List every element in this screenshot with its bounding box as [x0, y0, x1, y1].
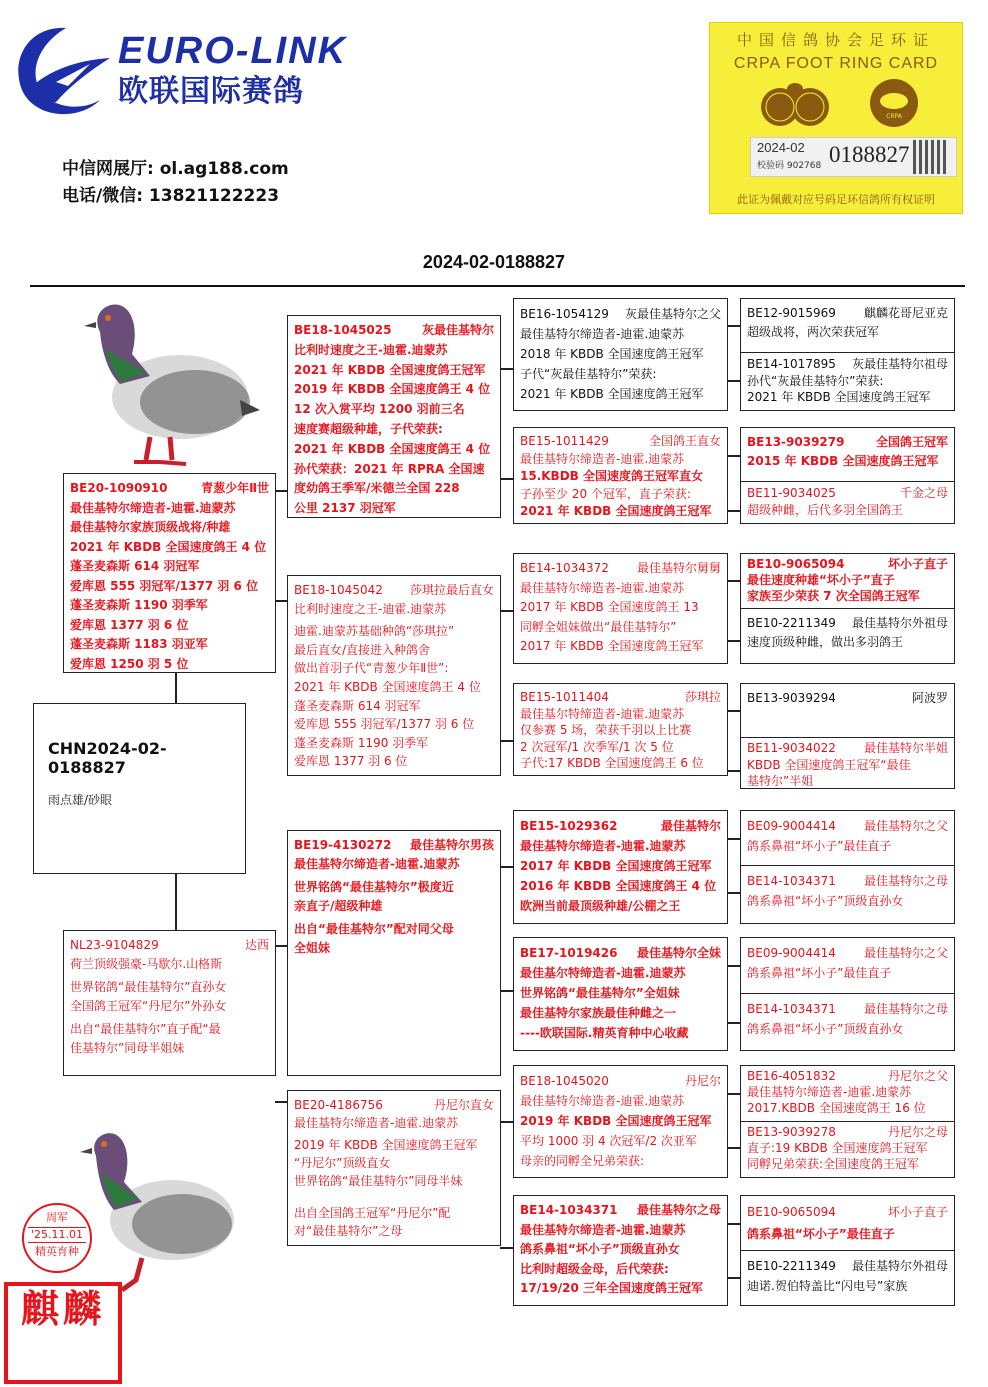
pedigree-line: 2017.KBDB 全国速度鸽王 16 位	[747, 1101, 926, 1115]
pedigree-ring: BE13-9039278	[747, 1125, 836, 1139]
pedigree-line: 全姐妹	[294, 941, 331, 955]
pedigree-ring: BE13-9039279	[747, 435, 845, 449]
pedigree-name: 麒麟花哥尼亚克	[863, 306, 948, 320]
pedigree-line: 世界铭鸽“最佳基特尔”全姐妹	[520, 986, 680, 1000]
pedigree-name: 最佳基特尔外祖母	[851, 616, 948, 630]
pedigree-line: 蓬圣麦森斯 614 羽冠军	[294, 698, 421, 713]
pedigree-line: 公里 2137 羽冠军	[294, 501, 396, 516]
pedigree-line: 最佳基特尔缔造者-迪霍.迪蒙苏	[294, 857, 460, 871]
brand-name-en: EURO-LINK	[118, 30, 348, 72]
pedigree-line: 2021 年 KBDB 全国速度鸽王冠军	[294, 362, 486, 377]
gen4-box-11	[740, 937, 955, 994]
sire-box	[63, 473, 276, 673]
pedigree-ring: BE10-9065094	[747, 557, 845, 571]
gen4-box-7	[740, 683, 955, 738]
pedigree-name: 阿波罗	[911, 691, 948, 705]
pedigree-ring: BE10-9065094	[747, 1205, 836, 1219]
pedigree-ring: NL23-9104829	[70, 938, 159, 952]
gen4-box-6	[740, 608, 955, 664]
gen3-box-5	[513, 810, 728, 924]
pedigree-name: 丹尼尔	[684, 1074, 721, 1088]
pedigree-line: 荷兰顶级强豪-马歇尔.山格斯	[70, 957, 223, 971]
pedigree-line: 出自全国鸽王冠军“丹尼尔”配	[294, 1206, 451, 1220]
pedigree-line: 2021 年 KBDB 全国速度鸽王 4 位	[294, 441, 491, 456]
pedigree-line: 同孵兄弟荣获:全国速度鸽王冠军	[747, 1157, 920, 1171]
pedigree-ring: BE12-9015969	[747, 306, 836, 320]
gen4-box-5	[740, 553, 955, 609]
pedigree-line: 鸽系鼻祖“坏小子”最佳直子	[747, 966, 892, 980]
pedigree-ring: BE19-4130272	[294, 838, 392, 852]
pedigree-ring: BE17-1019426	[520, 946, 618, 960]
brand-logo	[8, 20, 118, 120]
pedigree-line: 最佳基特尔缔造者-迪霍.迪蒙苏	[520, 327, 685, 341]
foot-ring-card	[709, 22, 963, 214]
gen4-box-15	[740, 1195, 955, 1251]
seal-stamp: 麒麟	[4, 1282, 122, 1384]
pigeon-photo-top	[60, 292, 260, 472]
gen3-box-3	[513, 553, 728, 664]
pedigree-name: 全国鸽王冠军	[875, 435, 948, 449]
pedigree-line: 蓬圣麦森斯 1190 羽季军	[70, 598, 208, 612]
pedigree-line: KBDB 全国速度鸽王冠军“最佳	[747, 757, 911, 772]
website-text: 中信网展厅: ol.ag188.com	[62, 159, 289, 179]
pedigree-line: 世界铭鸽“最佳基特尔”同母半妹	[294, 1174, 463, 1188]
sire-sire-box	[287, 315, 501, 518]
pedigree-line: 直子:19 KBDB 全国速度鸽王冠军	[747, 1141, 928, 1155]
pedigree-line: 超级种雌，后代多羽全国鸽王	[747, 503, 904, 517]
pedigree-line: 家族至少荣获 7 次全国鸽王冠军	[747, 589, 920, 603]
pedigree-ring: BE16-4051832	[747, 1069, 836, 1083]
pedigree-name: 最佳基特尔之母	[636, 1203, 721, 1217]
pedigree-ring: BE10-2211349	[747, 616, 836, 630]
gen4-box-13	[740, 1065, 955, 1122]
sire-dam-box	[287, 575, 501, 776]
pedigree-name: 全国鸽王直女	[648, 434, 721, 448]
pedigree-name: 莎琪拉	[684, 690, 721, 704]
pedigree-line: 度幼鸽王季军/米德兰全国 228	[294, 481, 460, 496]
pedigree-name: 丹尼尔之母	[887, 1125, 948, 1139]
pedigree-ring: BE13-9039294	[747, 691, 836, 705]
qr-code-icon	[913, 140, 947, 174]
pedigree-line: 最佳基特尔缔造者-迪霍.迪蒙苏	[520, 451, 685, 466]
pedigree-name: 最佳基特尔外祖母	[851, 1259, 948, 1273]
pedigree-name: 最佳基特尔半姐	[863, 741, 948, 755]
pedigree-line: 超级战将，两次荣获冠军	[747, 325, 880, 339]
gen4-box-4	[740, 481, 955, 524]
gen4-box-8	[740, 737, 955, 789]
pedigree-ring: BE15-1011404	[520, 690, 609, 704]
pedigree-line: 出自“最佳基特尔”配对同父母	[294, 922, 454, 936]
pedigree-line: 比利时超级金母，后代荣获:	[520, 1261, 669, 1276]
pedigree-line: 最佳基特尔缔造者-迪霍.迪蒙苏	[520, 1222, 686, 1237]
pedigree-line: 爱库恩 1377 羽 6 位	[70, 617, 189, 632]
pedigree-ring: BE09-9004414	[747, 819, 836, 833]
ring-card-title-en: CRPA FOOT RING CARD	[733, 55, 939, 72]
pedigree-line: 最佳基尔特缔造者-迪霍.迪蒙苏	[520, 966, 686, 980]
pedigree-line: 最佳基特尔缔造者-迪霍.迪蒙苏	[520, 839, 686, 853]
gen4-box-3	[740, 427, 955, 482]
pedigree-line: 2017 年 KBDB 全国速度鸽王冠军	[520, 859, 712, 873]
gen4-box-14	[740, 1121, 955, 1178]
pedigree-ring: BE18-1045025	[294, 323, 392, 337]
pedigree-ring: BE14-1034371	[747, 874, 836, 888]
pedigree-line: 鸽系鼻祖“坏小子”顶级直孙女	[747, 1022, 904, 1036]
pedigree-line: 仅参赛 5 场，荣获千羽以上比赛	[520, 723, 692, 737]
gen4-box-2	[740, 352, 955, 411]
pedigree-line: 做出首羽子代“青葱少年Ⅱ世”:	[294, 661, 449, 676]
pedigree-line: “丹尼尔”顶级直女	[294, 1156, 391, 1170]
phone-text: 电话/微信: 13821122223	[62, 186, 280, 206]
pedigree-name: 莎琪拉最后直女	[409, 583, 494, 597]
date-stamp: 周军 '25.11.01 精英育种	[22, 1203, 92, 1273]
pedigree-line: 鸽系鼻祖“坏小子”最佳直子	[747, 839, 892, 853]
pedigree-name: 坏小子直子	[887, 557, 948, 571]
pedigree-line: 最佳基特尔缔造者-迪霍.迪蒙苏	[520, 580, 685, 595]
pedigree-line: 亲直子/超级种雄	[294, 899, 383, 913]
pedigree-line: 孙代荣获：2021 年 RPRA 全国速	[294, 461, 485, 476]
pedigree-ring: BE14-1034371	[747, 1002, 836, 1016]
pedigree-line: 17/19/20 三年全国速度鸽王冠军	[520, 1281, 704, 1295]
gen3-box-1	[513, 298, 728, 411]
pedigree-name: 丹尼尔之父	[887, 1069, 948, 1083]
pedigree-line: 平均 1000 羽 4 次冠军/2 次亚军	[520, 1134, 697, 1148]
pedigree-line: 世界铭鸽“最佳基特尔”极度近	[294, 880, 454, 894]
pedigree-line: 世界铭鸽“最佳基特尔”直孙女	[70, 980, 227, 994]
pedigree-name: 达西	[244, 938, 269, 952]
brand-name-cn: 欧联国际赛鸽	[118, 74, 304, 109]
pedigree-line: 最佳基特尔缔造者-迪霍.迪蒙苏	[747, 1085, 912, 1099]
pedigree-line: 12 次入赏平均 1200 羽前三名	[294, 402, 465, 417]
pedigree-name: 坏小子直子	[887, 1205, 948, 1219]
pedigree-ring: BE14-1034371	[520, 1203, 618, 1217]
pedigree-line: 2 次冠军/1 次季军/1 次 5 位	[520, 739, 674, 754]
pedigree-name: 最佳基特尔之母	[863, 1002, 948, 1016]
pedigree-name: 丹尼尔直女	[433, 1098, 494, 1112]
pedigree-line: 2019 年 KBDB 全国速度鸽王冠军	[520, 1114, 712, 1128]
pedigree-name: 千金之母	[899, 486, 948, 500]
pedigree-line: 爱库恩 1377 羽 6 位	[294, 754, 408, 769]
pedigree-line: 子代:17 KBDB 全国速度鸽王 6 位	[520, 756, 704, 770]
pedigree-line: 全国鸽王冠军“丹尼尔”外孙女	[70, 999, 227, 1013]
pedigree-line: 最佳速度种雄“坏小子”直子	[747, 573, 895, 587]
pedigree-line: 最佳基特尔家族最佳种雌之一	[520, 1006, 677, 1020]
pedigree-line: 鸽系鼻祖“坏小子”顶级直孙女	[520, 1242, 680, 1256]
pedigree-line: 母亲的同孵全兄弟荣获:	[520, 1154, 645, 1168]
ring-card-footer: 此证为佩戴对应号码足环信鸽所有权证明	[737, 193, 935, 206]
pedigree-line: 2016 年 KBDB 全国速度鸽王 4 位	[520, 879, 717, 893]
pedigree-line: 爱库恩 1250 羽 5 位	[70, 656, 189, 671]
gen3-box-7	[513, 1065, 728, 1178]
gen4-box-16	[740, 1250, 955, 1306]
gen4-box-12	[740, 993, 955, 1051]
pedigree-line: 同孵全姐妹做出“最佳基特尔”	[520, 619, 677, 634]
pedigree-line: 爱库恩 555 羽冠军/1377 羽 6 位	[294, 717, 475, 732]
pedigree-name: 最佳基特尔之父	[863, 819, 948, 833]
dam-sire-box	[287, 830, 501, 1076]
pedigree-line: 比利时速度之王-迪霍.迪蒙苏	[294, 342, 448, 357]
pedigree-ring: BE14-1034372	[520, 561, 609, 575]
pedigree-line: 2021 年 KBDB 全国速度鸽王 4 位	[294, 679, 481, 694]
pedigree-line: 最佳基尔特缔造者-迪霍.迪蒙苏	[520, 706, 685, 721]
gen3-box-6	[513, 937, 728, 1051]
title-divider	[30, 285, 965, 287]
pedigree-line: 对“最佳基特尔”之母	[294, 1224, 403, 1238]
crpa-badge-icon: CRPA	[870, 79, 918, 127]
pedigree-ring: BE20-4186756	[294, 1098, 383, 1112]
pedigree-line: 2021 年 KBDB 全国速度鸽王冠军	[747, 390, 931, 404]
pedigree-ring: BE11-9034025	[747, 486, 836, 500]
pedigree-name: 灰最佳基特尔	[421, 323, 494, 337]
ring-year: 2024-02	[757, 140, 805, 155]
dove-logo-icon	[8, 20, 118, 120]
gen4-box-1	[740, 298, 955, 353]
pedigree-line: 爱库恩 555 羽冠军/1377 羽 6 位	[70, 578, 259, 593]
gen4-box-10	[740, 865, 955, 924]
pedigree-line: 最后直女/直接进入种鸽舍	[294, 642, 431, 657]
pedigree-line: 子代“灰最佳基特尔”荣获:	[520, 367, 657, 381]
pedigree-line: 迪诺.贺伯特盖比“闪电号”家族	[747, 1279, 908, 1293]
subject-ring: CHN2024-02-0188827	[48, 739, 167, 777]
pedigree-line: 基特尔”半姐	[747, 774, 814, 788]
pedigree-line: 2019 年 KBDB 全国速度鸽王冠军	[294, 1138, 478, 1152]
page-title: 2024-02-0188827	[422, 252, 566, 272]
pedigree-line: 蓬圣麦森斯 1183 羽亚军	[70, 637, 208, 651]
pedigree-line: 2021 年 KBDB 全国速度鸽王冠军	[520, 387, 704, 401]
pedigree-line: 比利时速度之王-迪霍.迪蒙苏	[294, 601, 447, 616]
ring-card-title-cn: 中国信鸽协会足环证	[736, 31, 935, 49]
pedigree-name: 最佳基特尔全妹	[636, 946, 721, 960]
pedigree-name: 最佳基特尔之父	[863, 946, 948, 960]
pedigree-line: 蓬圣麦森斯 1190 羽季军	[294, 735, 429, 750]
pedigree-line: 2017 年 KBDB 全国速度鸽王 13	[520, 600, 699, 614]
gen3-box-8	[513, 1195, 728, 1306]
pedigree-line: ----欧联国际.精英育种中心收藏	[520, 1026, 689, 1040]
pedigree-line: 鸽系鼻祖“坏小子”最佳直子	[747, 1227, 895, 1241]
pedigree-line: 欧洲当前最顶级种雄/公棚之王	[520, 899, 681, 913]
pedigree-name: 最佳基特尔	[660, 819, 721, 833]
subject-pigeon-box	[33, 703, 246, 874]
pedigree-ring: BE18-1045020	[520, 1074, 609, 1088]
pedigree-line: 最佳基特尔缔造者-迪霍.迪蒙苏	[520, 1094, 685, 1108]
pedigree-line: 2018 年 KBDB 全国速度鸽王冠军	[520, 347, 704, 361]
pedigree-line: 出自“最佳基特尔”直子配“最	[70, 1022, 221, 1036]
pedigree-line: 2021 年 KBDB 全国速度鸽王冠军	[520, 504, 712, 518]
subject-description: 雨点雄/砂眼	[48, 793, 113, 807]
pedigree-line: 最佳基特尔家族顶级战将/种雄	[70, 520, 231, 534]
pedigree-ring: BE09-9004414	[747, 946, 836, 960]
pedigree-line: 速度赛超级种雄，子代荣获:	[294, 421, 443, 436]
pedigree-line: 迪霍.迪蒙苏基础种鸽“莎琪拉”	[294, 624, 455, 639]
pedigree-ring: BE10-2211349	[747, 1259, 836, 1273]
pedigree-line: 最佳基特尔缔造者-迪霍.迪蒙苏	[294, 1116, 459, 1130]
pedigree-line: 佳基特尔”同母半姐妹	[70, 1041, 185, 1055]
pedigree-name: 最佳基特尔男孩	[409, 838, 494, 852]
gen3-box-2	[513, 427, 728, 524]
pedigree-ring: BE18-1045042	[294, 583, 383, 597]
pedigree-ring: BE20-1090910	[70, 481, 168, 495]
pedigree-line: 2015 年 KBDB 全国速度鸽王冠军	[747, 454, 939, 468]
pedigree-line: 蓬圣麦森斯 614 羽冠军	[70, 559, 200, 573]
gen3-box-4	[513, 683, 728, 776]
pedigree-name: 最佳基特尔舅舅	[636, 561, 721, 575]
pedigree-line: 鸽系鼻祖“坏小子”顶级直孙女	[747, 894, 904, 908]
pedigree-line: 2017 年 KBDB 全国速度鸽王冠军	[520, 639, 704, 653]
pedigree-name: 最佳基特尔之母	[863, 874, 948, 888]
pedigree-line: 2019 年 KBDB 全国速度鸽王 4 位	[294, 382, 491, 397]
pedigree-ring: BE16-1054129	[520, 307, 609, 321]
pedigree-ring: BE11-9034022	[747, 741, 836, 755]
pedigree-line: 孙代“灰最佳基特尔”荣获:	[747, 373, 884, 388]
pedigree-line: 2021 年 KBDB 全国速度鸽王 4 位	[70, 539, 267, 554]
ring-number: 0188827	[829, 142, 910, 167]
pedigree-line: 速度顶级种雌，做出多羽鸽王	[747, 635, 904, 649]
pedigree-ring: BE15-1011429	[520, 434, 609, 448]
pedigree-line: 最佳基特尔缔造者-迪霍.迪蒙苏	[70, 500, 236, 515]
dam-box	[63, 930, 276, 1076]
pedigree-line: 子孙至少 20 个冠军，直子荣获:	[520, 486, 691, 501]
pedigree-line: 15.KBDB 全国速度鸽王冠军直女	[520, 469, 703, 483]
gen4-box-9	[740, 810, 955, 866]
ring-verify-code: 校验码 902768	[757, 161, 822, 171]
ring-number-strip	[750, 137, 957, 177]
pedigree-ring: BE15-1029362	[520, 819, 618, 833]
pedigree-ring: BE14-1017895	[747, 357, 836, 371]
fci-globe-icon	[760, 81, 830, 129]
pedigree-name: 灰最佳基特尔祖母	[851, 357, 948, 371]
dam-dam-box	[287, 1090, 501, 1246]
pedigree-name: 青葱少年Ⅱ世	[201, 481, 269, 495]
pedigree-name: 灰最佳基特尔之父	[624, 307, 721, 321]
